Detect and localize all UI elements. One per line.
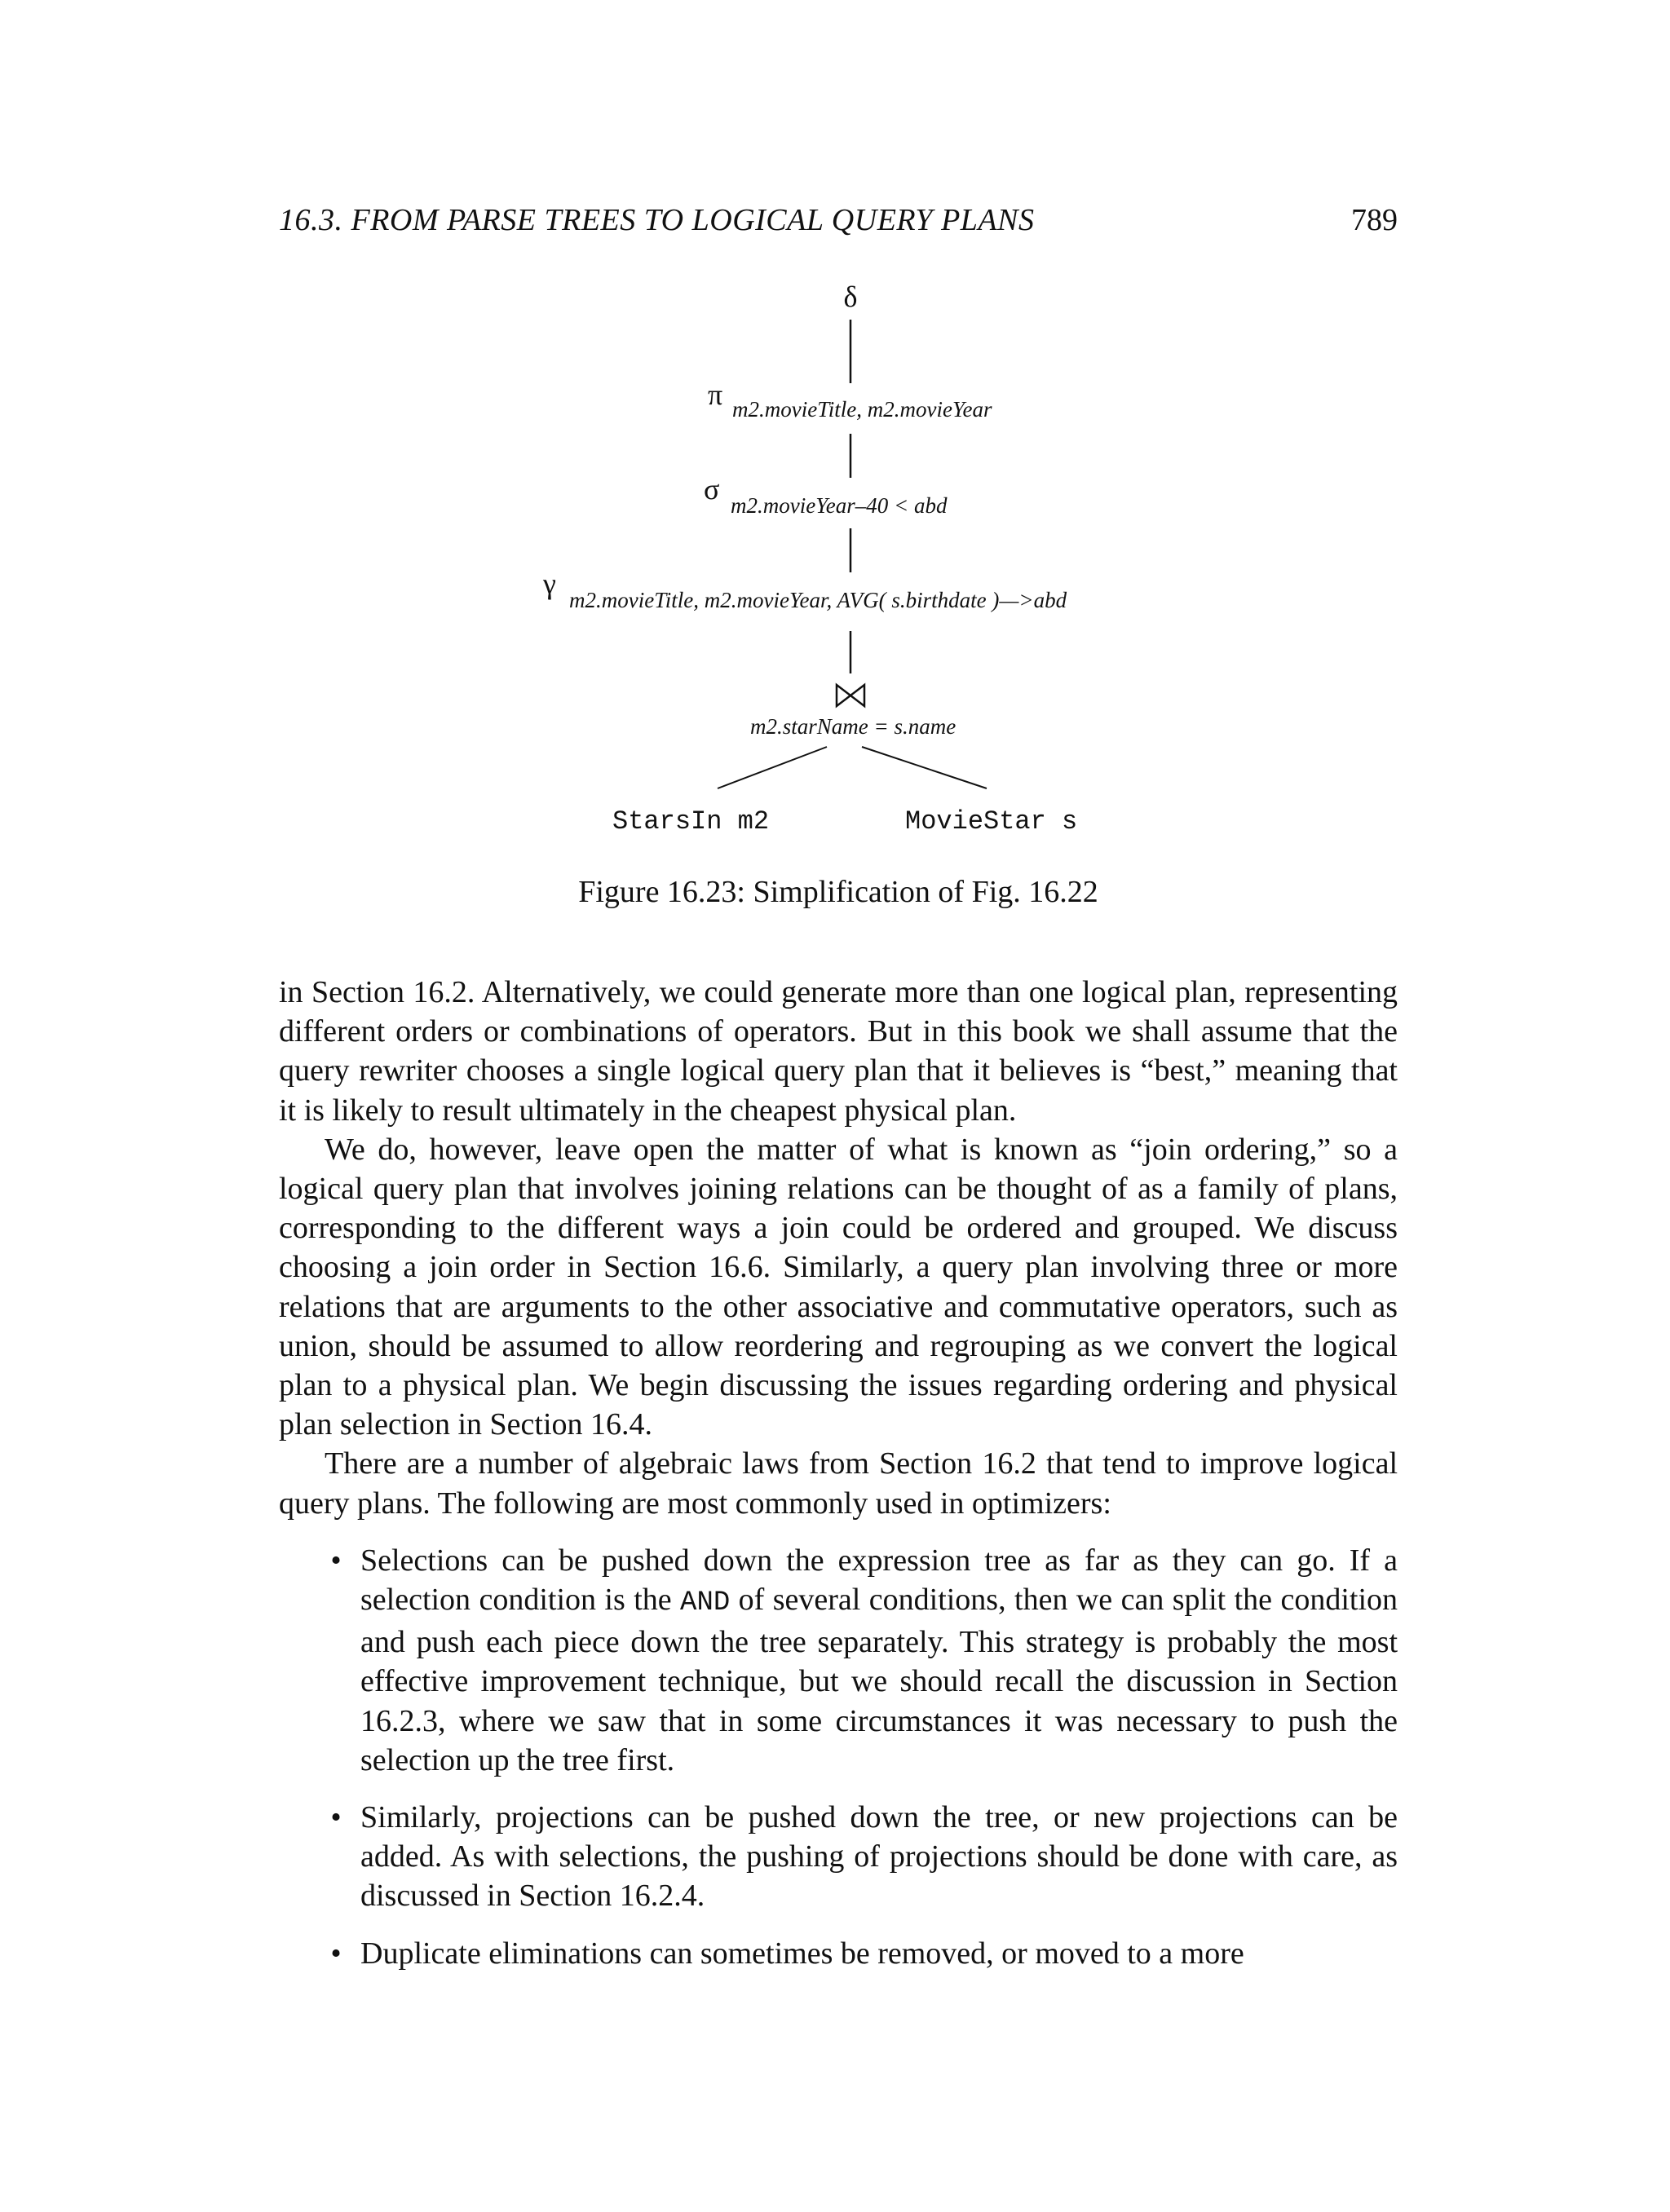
list-item-text: Selections can be pushed down the expression tree as far as they can go. If a selection condition is the AND of several conditions, then we can split the condition and push each piece down the tree separately. This strategy is probably the most effective improvement technique, but we should recall the discussion in Section 16.2.3, where we saw that in some circumstances it was necessary to push the selection up the tree first. — [360, 1543, 1398, 1777]
running-title: 16.3. FROM PARSE TREES TO LOGICAL QUERY PLANS — [279, 203, 1035, 237]
paragraph: We do, however, leave open the matter of what is known as “join ordering,” so a logical query plan that involves joining relations can be thought of as a family of plans, corresponding to the different ways a join could be ordered and grouped. We discuss choosing a join order in Section 16.6. Similarly, a query plan involving three or more relations that are arguments to the other associative and commutative operators, such as union, should be assumed to allow reordering and regrouping as we convert the logical plan to a physical plan. We begin discussing the issues regarding ordering and physical plan selection in Section 16.4. — [279, 1132, 1398, 1442]
gamma-grouping: m2.movieTitle, m2.movieYear, AVG( s.birthdate )—>abd — [569, 588, 1067, 612]
query-plan-figure — [279, 269, 1398, 856]
paragraph: in Section 16.2. Alternatively, we could generate more than one logical plan, representing different orders or combinations of operators. But in this book we shall assume that the query rewriter chooses a single logical query plan that it believes is “best,” meaning that it is likely to result ultimately in the cheapest physical plan. — [279, 975, 1398, 1128]
figure-caption: Figure 16.23: Simplification of Fig. 16.22 — [578, 875, 1098, 909]
bullet-icon: • — [330, 1936, 342, 1971]
edge-join-left — [718, 747, 827, 788]
paragraph: There are a number of algebraic laws from Section 16.2 that tend to improve logical query plans. The following are most commonly used in optimizers: — [279, 1446, 1398, 1521]
list-item-text: Duplicate eliminations can sometimes be removed, or moved to a more — [360, 1936, 1244, 1971]
sigma-operator: σ — [704, 473, 720, 506]
delta-operator: δ — [843, 280, 858, 313]
right-relation: MovieStar s — [905, 806, 1078, 837]
page-number: 789 — [1351, 203, 1398, 237]
left-relation: StarsIn m2 — [612, 806, 770, 837]
bullet-icon: • — [330, 1543, 342, 1578]
list-item-text: Similarly, projections can be pushed down the tree, or new projections can be added. As with selections, the pushing of projections should be done with care, as discussed in Section 16.2.4. — [360, 1800, 1398, 1914]
body-text — [279, 973, 1398, 1991]
sigma-condition: m2.movieYear–40 < abd — [731, 493, 948, 518]
pi-attributes: m2.movieTitle, m2.movieYear — [732, 397, 992, 422]
list-item — [279, 1798, 1398, 1916]
join-icon — [837, 685, 864, 706]
edge-join-right — [862, 747, 987, 788]
list-item — [279, 1541, 1398, 1780]
optimizer-laws-list — [279, 1541, 1398, 1973]
gamma-operator: γ — [543, 567, 556, 600]
list-item — [279, 1934, 1398, 1973]
query-plan-tree — [279, 269, 1398, 856]
join-condition: m2.starName = s.name — [750, 714, 956, 739]
running-header — [279, 202, 1398, 243]
pi-operator: π — [708, 378, 723, 411]
and-keyword: AND — [680, 1587, 731, 1619]
join-operator: ⋈ — [850, 703, 851, 704]
bullet-icon: • — [330, 1800, 342, 1835]
